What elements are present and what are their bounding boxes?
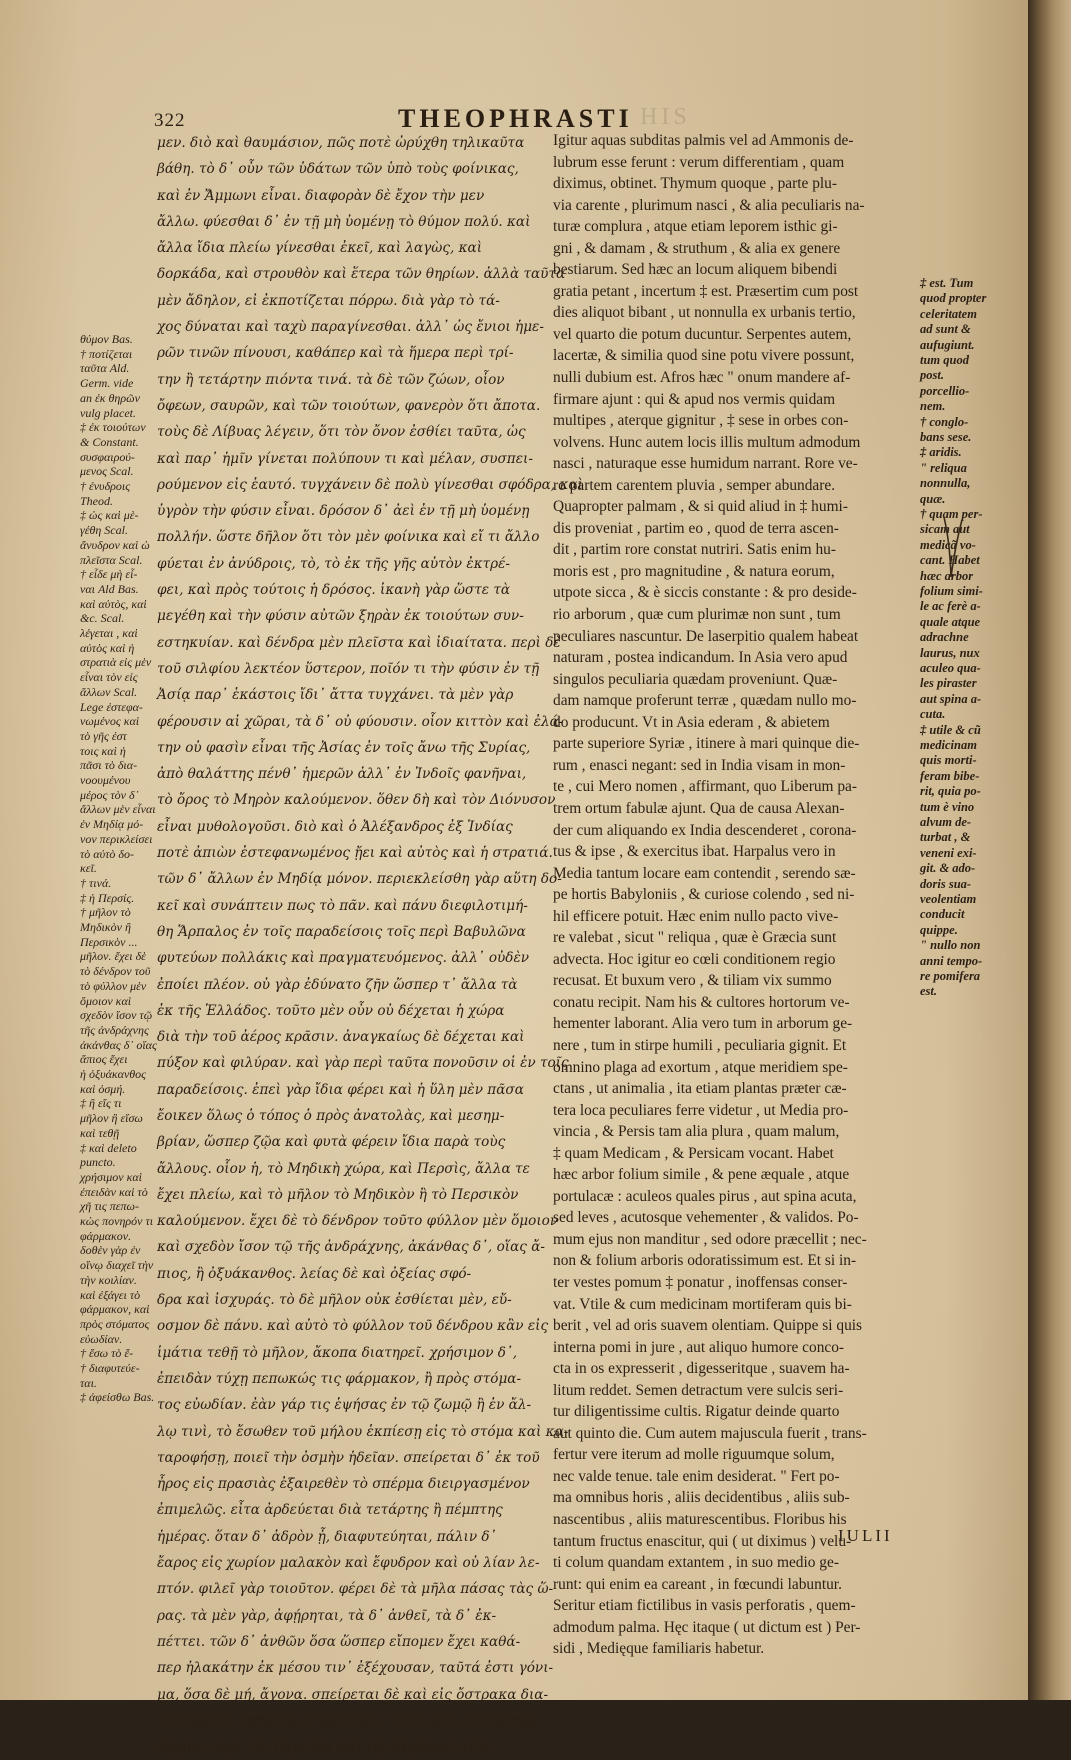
right-margin-note: doris sua-: [920, 876, 972, 891]
left-margin-note: καὶ ὀσμή.: [80, 1081, 126, 1096]
left-margin-note: κεῖ.: [80, 861, 97, 876]
right-margin-note: folium simi-: [920, 584, 983, 598]
latin-text-line: interna pomi in jure , aut aliquo humore conco-: [553, 1338, 845, 1356]
left-margin-note: ἡ ὀξυάκανθος: [80, 1067, 147, 1081]
left-margin-note: Germ. vide: [80, 376, 134, 391]
right-margin-note: nonnulla,: [920, 476, 971, 491]
greek-text-line: τοὺς δὲ Λίβυας λέγειν, ὅτι τὸν ὄνον ἐσθίει ταῦτα, ὡς: [157, 424, 526, 441]
left-margin-note: ‡ ἐκ τοιούτων: [80, 420, 146, 435]
right-margin-note: anni tempo-: [920, 953, 983, 968]
right-margin-note: conducit: [920, 907, 965, 922]
right-margin-note: laurus, nux: [920, 645, 980, 660]
latin-text-line: admodum palma. Hęc itaque ( ut dictum est ) Per-: [553, 1618, 861, 1636]
right-margin-note: " reliqua: [920, 460, 967, 475]
left-margin-note: εἶναι τὸν εἰς: [80, 670, 138, 685]
show-through-title: HIS: [640, 104, 691, 130]
left-margin-note: μέρος τὸν δ᾽: [80, 787, 139, 802]
left-margin-note: ὅμοιον καὶ: [80, 993, 132, 1008]
latin-text-line: dies aliquot bibant , ut nonnulla ex urbanis tertio,: [553, 304, 856, 322]
latin-text-line: tantum fructus enascitur, qui ( ut diximus ) velu-: [553, 1532, 852, 1550]
latin-text-line: volvens. Hunc autem locis illis multum admodum: [553, 433, 861, 451]
right-margin-note: quippe.: [920, 922, 958, 937]
left-margin-note: vulg placet.: [80, 405, 136, 420]
greek-text-line: ρῶν τινῶν πίνουσι, καθάπερ καὶ τὰ ἥμερα περὶ τρί-: [157, 345, 514, 362]
greek-text-line: πιος, ἢ ὀξυάκανθος. λείας δὲ καὶ ὀξείας σφό-: [157, 1265, 472, 1282]
greek-text-line: ἡμέρας. ὅταν δ᾽ ἁδρὸν ᾖ, διαφυτεύηται, πάλιν δ᾽: [157, 1528, 497, 1545]
latin-text-line: gratia petant , incertum ‡ est. Præsertim cum post: [553, 282, 859, 300]
greek-text-line: μὲν ἄδηλον, εἰ ἐκποτίζεται πόρρω. διὰ γὰρ τὸ τά-: [157, 292, 500, 309]
left-margin-note: † τινά.: [80, 875, 112, 890]
greek-text-line: περ ἠλακάτην ἐκ μέσου τιν᾽ ἐξέχουσαν, ταῦτά ἐστι γόνι-: [157, 1660, 554, 1677]
catchword: IULII: [838, 1526, 893, 1545]
latin-text-line: recusat. Et buxum vero , & tiliam vix summo: [553, 972, 832, 990]
right-margin-note: ‡ utile & cũ: [920, 722, 981, 737]
right-margin-note: quale atque: [920, 614, 981, 629]
right-margin-note: les piraster: [920, 676, 977, 691]
latin-text-line: non & folium arboris odoratissimum est. Et si in-: [553, 1252, 857, 1270]
greek-text-line: ἐπειδὰν τύχῃ πεπωκώς τις φάρμακον, ἢ πρὸς στόμα-: [157, 1370, 522, 1387]
right-margin-note: tum quod: [920, 353, 969, 367]
latin-text-line: gni , & damam , & struthum , & alia ex genere: [553, 239, 841, 257]
left-margin-note: † διαφυτεύε-: [80, 1361, 140, 1375]
left-margin-note: θύμον Bas.: [80, 332, 133, 346]
latin-text-line: naturam , postea indicandum. In Asia vero apud: [553, 649, 848, 667]
latin-text-line: ter vestes pomum ‡ ponatur , inoffensas conser-: [553, 1273, 848, 1291]
latin-text-line: multipes , aterque gignitur , ‡ sese in orbes con-: [553, 412, 849, 430]
right-margin-note: medicã vo-: [920, 537, 976, 552]
greek-text-line: ἱμάτια τεθῇ τὸ μῆλον, ἄκοπα διατηρεῖ. χρήσιμον δ᾽,: [157, 1344, 518, 1361]
right-margin-note: porcellio-: [920, 383, 970, 398]
latin-text-line: parte superiore Syriæ , itinere à mari quinque die-: [553, 735, 860, 753]
latin-text-line: Igitur aquas subditas palmis vel ad Ammonis de-: [553, 132, 854, 149]
right-margin-note: hæc arbor: [920, 568, 974, 583]
left-margin-note: τὸ αὐτὸ δο-: [80, 846, 134, 861]
greek-text-line: φυτεύων πολλάκις καὶ πραγματευόμενος. ἀλλ᾽ οὐδὲν: [157, 950, 530, 967]
latin-text-line: sidi , Medięque familiaris habetur.: [553, 1640, 765, 1658]
left-margin-note: ‡ ἀφείσθω Bas.: [80, 1390, 155, 1405]
greek-text-line: φύεται ἐν ἀνύδροις, τὸ, τὸ ἐκ τῆς γῆς αὐτὸν ἐκτρέ-: [157, 555, 511, 572]
left-margin-note: πᾶσι τὸ δια-: [80, 758, 138, 773]
latin-text-line: ‡ quam Medicam , & Persicam vocant. Habet: [553, 1144, 834, 1162]
latin-text-line: litum reddet. Semen detractum vere sulcis seri-: [553, 1381, 844, 1399]
left-margin-note: στρατιὰ εἰς μὲν: [80, 655, 152, 670]
left-margin-note: Μηδικὸν ἢ: [80, 920, 131, 934]
latin-text-line: sed leves , acutosque vehementer , & validos. Po-: [553, 1209, 859, 1227]
greek-text-line: δορκάδα, καὶ στρουθὸν καὶ ἕτερα τῶν θηρίων. ἀλλὰ ταῦτα: [157, 266, 566, 283]
greek-text-line: τοῦ σιλφίου λεκτέον ὕστερον, ποῖόν τι τὴν φύσιν ἐν τῇ: [157, 660, 540, 677]
left-margin-note: ἄπιος ἔχει: [80, 1052, 128, 1067]
latin-text-line: bestiarum. Sed hæc an locum aliquem bibendi: [553, 261, 838, 279]
latin-text-line: ti colum quandam extantem , in suo medio ge-: [553, 1554, 839, 1572]
latin-text-line: mum ejus non manditur , sed odore præcellit ; nec-: [553, 1230, 867, 1248]
left-margin-note: ‡ ἢ εἴς τι: [80, 1096, 122, 1111]
latin-text-line: ro partem carentem pluvia , semper abundare.: [553, 476, 836, 494]
left-margin-note: καὶ ἐξάγει τὸ: [80, 1287, 141, 1302]
right-margin-note: git. & ado-: [920, 861, 976, 876]
right-margin-note: ad sunt &: [920, 322, 971, 337]
latin-text-line: berit , vel ad oris suavem olentiam. Quippe si quis: [553, 1317, 863, 1335]
latin-text-line: ctans , ut animalia , ita etiam plantas præter cæ-: [553, 1080, 847, 1098]
right-margin-note: sicam aut: [920, 522, 970, 537]
greek-text-line: τῶν δ᾽ ἄλλων ἐν Μηδίᾳ μόνον. περιεκλείσθη γὰρ αὕτη δο-: [157, 871, 562, 888]
greek-text-line: παραδείσοις. ἐπεὶ γὰρ ἴδια φέρει καὶ ἡ ὕλη μὲν πᾶσα: [157, 1081, 524, 1098]
right-margin-note: quod propter: [920, 291, 987, 306]
latin-text-line: dit , partim rore constat nutriri. Satis enim hu-: [553, 541, 836, 559]
right-margin-note: aufugiunt.: [920, 337, 975, 352]
latin-text-line: trem ortum fabulæ ajunt. Qua de causa Alexan-: [553, 799, 845, 817]
greek-text-line: κεῖ καὶ συνάπτειν πως τὸ πᾶν. καὶ πάνυ διεφιλοτιμή-: [157, 897, 528, 914]
latin-text-line: dis proveniat , partim eo , quod de terra ascen-: [553, 519, 839, 537]
latin-text-line: vel quarto die potum ducuntur. Serpentes autem,: [553, 325, 852, 343]
latin-text-line: turæ complura , atque etiam leporem isthic gi-: [553, 218, 838, 236]
left-margin-note: κὼς πονηρόν τι: [80, 1214, 154, 1228]
left-margin-note: ‡ καὶ deleto: [80, 1140, 137, 1155]
right-margin-note: celeritatem: [920, 306, 977, 321]
greek-text-line: ἔοικεν ὅλως ὁ τόπος ὁ πρὸς ἀνατολὰς, καὶ μεσημ-: [157, 1107, 505, 1124]
greek-text-line: καλούμενον. ἔχει δὲ τὸ δένδρον τοῦτο φύλλον μὲν ὅμοιον: [157, 1213, 559, 1230]
latin-text-line: ma omnibus horis , aliis decidentibus , aliis sub-: [553, 1489, 850, 1507]
left-margin-note: τὸ φύλλον μὲν: [80, 978, 147, 993]
left-margin-note: ναι Ald Bas.: [80, 581, 139, 596]
greek-text-line: ὑγρὸν τὴν φύσιν εἶναι. δρόσον δ᾽ ἀεὶ ἐν τῇ μὴ ὑομένῃ: [157, 503, 530, 520]
greek-text-line: ἔαρος εἰς χωρίον μαλακὸν καὶ ἔφυδρον καὶ οὐ λίαν λε-: [157, 1555, 540, 1572]
right-margin-note: le ac ferè a-: [920, 599, 981, 614]
left-margin-note: νον περικλείσει: [80, 831, 153, 846]
latin-text-line: do producunt. Vt in Asia ederam , & abietem: [553, 713, 830, 731]
greek-text-line: ἐποίει πλέον. οὐ γὰρ ἐδύνατο ζῆν ὥσπερ τ᾽ ἄλλα τὰ: [157, 976, 518, 993]
greek-text-line: καὶ ἐν Ἄμμωνι εἶναι. διαφορὰν δὲ ἔχον τὴν μεν: [157, 187, 485, 204]
left-margin-note: χρήσιμον καὶ: [80, 1169, 142, 1184]
left-margin-note: an ἐκ θηρῶν: [80, 390, 140, 405]
greek-text-line: βρίαν, ὥσπερ ζῷα καὶ φυτὰ φέρειν ἴδια παρὰ τοὺς: [157, 1134, 506, 1151]
left-margin-note: μῆλον ἢ εἴσω: [80, 1111, 143, 1126]
latin-text-line: peculiares nascuntur. De laserpitio qualem habeat: [553, 627, 859, 645]
latin-text-line: der cum aliquando ex India descenderet , corona-: [553, 821, 857, 839]
greek-text-line: ἐκ τῆς Ἑλλάδος. τοῦτο μὲν οὖν οὐ δέχεται ἡ χώρα: [157, 1002, 505, 1019]
latin-text-line: re valebat , sicut " reliqua , quæ è Græcia sunt: [553, 929, 837, 947]
left-margin-note: † ἔσω τὸ ἔ-: [80, 1346, 134, 1361]
greek-text-line: χος δύναται καὶ ταχὺ παραγίνεσθαι. ἀλλ᾽ ὡς ἔνιοι ἡμε-: [157, 319, 544, 336]
right-margin-note: nem.: [920, 399, 946, 414]
greek-text-line: ἔχει πλείω, καὶ τὸ μῆλον τὸ Μηδικὸν ἢ τὸ Περσικὸν: [157, 1186, 519, 1203]
left-margin-note: † ποτίζεται: [80, 346, 133, 361]
right-margin-note: aut spina a-: [920, 691, 982, 706]
facing-page-edge: [1028, 0, 1071, 1700]
greek-text-line: μεγέθη καὶ τὴν φύσιν αὐτῶν ξηρὰν ἐκ τοιούτων συν-: [157, 608, 524, 625]
latin-text-line: portulacæ : aculeos quales pirus , aut spina acuta,: [553, 1187, 857, 1205]
left-margin-note: φάρμακον.: [80, 1228, 132, 1243]
greek-text-line: καὶ σχεδὸν ἴσον τῷ τῆς ἀνδράχνης, ἀκάνθας δ᾽, οἵας ἄ-: [157, 1239, 545, 1256]
left-margin-note: πρὸς στόματος: [80, 1316, 150, 1331]
latin-text-line: runt: qui enim ea careant , in fœcundi labuntur.: [553, 1575, 842, 1593]
left-margin-note: τὸ δένδρον τοῦ: [80, 964, 151, 979]
latin-text-line: dam namque proferunt terræ , quædam nullo mo-: [553, 692, 857, 710]
latin-text-line: rio arborum , quæ cum plurimæ non sunt , tum: [553, 606, 841, 624]
left-margin-note: γέθη Scal.: [80, 523, 128, 538]
right-margin-note: quis morti-: [920, 753, 977, 768]
left-margin-note: † εἶδε μὴ εἶ-: [80, 567, 138, 582]
greek-text-line: ἦρος εἰς πρασιὰς ἐξαιρεθὲν τὸ σπέρμα διειργασμένον: [157, 1476, 530, 1493]
greek-text-line: πτόν. φιλεῖ γὰρ τοιοῦτον. φέρει δὲ τὰ μῆλα πάσας τὰς ὥ-: [157, 1581, 554, 1598]
greek-text-line: ρας. τὰ μὲν γὰρ, ἀφῄρηται, τὰ δ᾽ ἀνθεῖ, τὰ δ᾽ ἐκ-: [157, 1607, 497, 1624]
greek-text-line: ποτὲ ἀπιὼν ἐστεφανωμένος ᾔει καὶ αὐτὸς καὶ ἡ στρατιά.: [157, 845, 553, 862]
left-margin-note: λέγεται , καὶ: [80, 626, 138, 640]
left-margin-note: μενος Scal.: [80, 464, 134, 479]
latin-text-line: hæc arbor folium simile , & pene æquale , atque: [553, 1166, 850, 1184]
latin-text-line: omnino plaga ad exortum , atque meridiem spe-: [553, 1058, 848, 1076]
latin-text-line: nulli dubium est. Afros hæc " onum mandere af-: [553, 369, 851, 387]
latin-text-line: Seritur etiam fictilibus in vasis perforatis , quem-: [553, 1597, 856, 1615]
latin-text-line: vincia , & Persis tam alia plura , quam malum,: [553, 1123, 840, 1141]
greek-text-line: τὸ ὄρος τὸ Μηρὸν καλούμενον. ὅθεν δὴ καὶ τὸν Διόνυσον: [157, 792, 556, 809]
latin-text-line: hementer laborant. Alia vero tum in arborum ge-: [553, 1015, 853, 1033]
greek-text-line: φει, καὶ πρὸς τούτοις ἡ δρόσος. ἱκανὴ γὰρ ὥστε τὰ: [157, 582, 511, 599]
left-margin-note: puncto.: [80, 1155, 116, 1170]
left-margin-note: &c. Scal.: [80, 611, 125, 626]
greek-text-line: δρα καὶ ἰσχυράς. τὸ δὲ μῆλον οὐκ ἐσθίεται μὲν, εὔ-: [157, 1292, 512, 1309]
greek-text-line: τετρημένα, καθάπερ οἱ φοίνικες. τοῦτο μὲν οὖν ὥσπερ: [157, 1712, 535, 1729]
greek-text-column: [157, 130, 583, 1760]
right-margin-note: veneni exi-: [920, 845, 977, 860]
greek-text-line: λῳ τινὶ, τὸ ἔσωθεν τοῦ μήλου ἐκπίεσῃ εἰς τὸ στόμα καὶ κα-: [157, 1423, 569, 1440]
left-margin-note: τὸ γῆς ἐστ: [80, 728, 127, 743]
latin-text-line: tus & ipse , & exercitus ibat. Harpalus vero in: [553, 843, 836, 861]
right-margin-note: ‡ est. Tum: [920, 276, 974, 290]
greek-text-line: μα, ὅσα δὲ μή, ἄγονα. σπείρεται δὲ καὶ εἰς ὄστρακα δια-: [157, 1686, 549, 1703]
latin-text-line: singulos peculiaria quædam proveniunt. Quæ-: [553, 670, 838, 688]
left-margin-note: συσφαιρού-: [80, 449, 135, 464]
greek-text-line: πύξον καὶ φιλύραν. καὶ γὰρ περὶ ταῦτα πονοῦσιν οἱ ἐν τοῖς: [157, 1055, 569, 1072]
running-title: THEOPHRASTI: [398, 104, 633, 133]
latin-text-line: diximus, obtinet. Thymum quoque , parte plu-: [553, 175, 837, 193]
latin-text-line: nec valde tenue. tale enim desiderat. " Fert po-: [553, 1467, 840, 1485]
greek-text-line: την ἢ τετάρτην πιόντα τινά. τὰ δὲ τῶν ζώων, οἷον: [157, 371, 505, 388]
latin-text-line: firmare ajunt : qui & apud nos vermis quidam: [553, 390, 836, 408]
left-margin-note: ἄλλων μὲν εἶναι: [80, 802, 156, 817]
left-margin-note: μῆλον. ἔχει δὲ: [80, 949, 146, 964]
left-margin-note: σχεδὸν ἴσον τῷ: [80, 1008, 153, 1023]
left-margin-note: † μῆλον τὸ: [80, 905, 131, 920]
left-margin-note: ἐν Μηδίᾳ μό-: [80, 817, 144, 832]
latin-text-line: lacertæ, & similia quod sine potu vivere possunt,: [553, 347, 855, 365]
right-margin-note: bans sese.: [920, 430, 972, 444]
greek-text-line: εἶναι μυθολογοῦσι. διὸ καὶ ὁ Ἀλέξανδρος ἐξ Ἰνδίας: [157, 818, 513, 835]
greek-text-line: τος εὐωδίαν. ἐὰν γάρ τις ἑψήσας ἐν τῷ ζωμῷ ἢ ἐν ἄλ-: [157, 1397, 532, 1414]
latin-text-line: vat. Vtile & cum medicinam mortiferam quis bi-: [553, 1295, 852, 1313]
latin-text-line: conatu recipit. Nam his & cultores hortorum ve-: [553, 993, 850, 1011]
greek-text-line: εστηκυίαν. καὶ δένδρα μὲν πλεῖστα καὶ ἰδιαίτατα. περὶ δὲ: [157, 634, 561, 651]
greek-text-line: ταροφήσῃ, ποιεῖ τὴν ὀσμὴν ἡδεῖαν. σπείρεται δ᾽ ἐκ τοῦ: [157, 1449, 540, 1466]
right-margin-note: post.: [920, 368, 944, 383]
left-margin-note: ται.: [80, 1375, 97, 1390]
page-number: 322: [154, 110, 186, 131]
right-margin-note: ‡ aridis.: [920, 445, 962, 460]
right-margin-note: turbat , &: [920, 830, 971, 845]
right-margin-note: † quam per-: [920, 507, 983, 521]
latin-text-line: lubrum esse ferunt : verum differentiam , quam: [553, 153, 845, 171]
greek-text-line: πολλήν. ὥστε δῆλον ὅτι τὸν μὲν φοίνικα καὶ εἴ τι ἄλλο: [157, 529, 540, 546]
left-margin-note: ἀκάνθας δ᾽ οἵας: [80, 1037, 157, 1052]
latin-text-line: aut quinto die. Cum autem majuscula fuerit , trans-: [553, 1424, 867, 1442]
left-margin-note: † ἐνυδροις: [80, 479, 131, 493]
left-margin-note: καὶ αὐτὸς, καὶ: [80, 596, 147, 611]
right-margin-note: cuta.: [920, 707, 946, 722]
latin-text-line: tera loca peculiares ferre videtur , ut Media pro-: [553, 1101, 849, 1119]
right-margin-note: " nullo non: [920, 938, 981, 953]
right-margin-note: alvum de-: [920, 815, 972, 829]
right-margin-note: feram bibe-: [920, 768, 980, 783]
latin-text-line: pe hortis Babyloniis , & curiose colendo , sed ni-: [553, 886, 855, 904]
greek-text-line: καὶ παρ᾽ ἡμῖν γίνεται πολύπουν τι καὶ μέλαν, συσπει-: [157, 450, 533, 467]
greek-text-line: βάθη. τὸ δ᾽ οὖν τῶν ὑδάτων τῶν ὑπὸ τοὺς φοίνικας,: [157, 161, 519, 178]
left-margin-note: φάρμακον, καὶ: [80, 1302, 150, 1317]
right-margin-note: veolentiam: [920, 892, 977, 906]
latin-text-line: cta in os expresserit , digesseritque , suavem ha-: [553, 1360, 850, 1378]
greek-text-line: πέττει. τῶν δ᾽ ἀνθῶν ὅσα ὥσπερ εἴπομεν ἔχει καθά-: [157, 1633, 521, 1650]
left-margin-note: δοθὲν γὰρ ἐν: [80, 1243, 141, 1258]
right-margin-note: quæ.: [920, 491, 946, 506]
left-margin-note: ταῦτα Ald.: [80, 361, 130, 376]
pen-mark-icon: [940, 515, 964, 580]
left-margin-note: ἄνυδρον καὶ ὠ: [80, 537, 150, 552]
greek-text-line: ἄλλα ἴδια πλείω γίνεσθαι ἐκεῖ, καὶ λαγὼς, καὶ: [157, 240, 483, 257]
greek-text-line: ἀπὸ θαλάττης πένθ᾽ ἡμερῶν ἀλλ᾽ ἐν Ἰνδοῖς φανῆναι,: [157, 766, 527, 783]
right-margin-note: re pomifera: [920, 969, 981, 983]
left-margin-note: καὶ τεθῇ: [80, 1125, 120, 1140]
left-margin-note: πλεῖστα Scal.: [80, 552, 143, 567]
right-margin-note: cant. Habet: [920, 553, 980, 568]
right-margin-note: aculeo qua-: [920, 661, 981, 675]
greek-text-line: οσμον δὲ πάνυ. καὶ αὐτὸ τὸ φύλλον τοῦ δένδρου κἂν εἰς: [157, 1318, 549, 1335]
left-margin-note: Lege ἐστεφα-: [80, 699, 143, 714]
greek-text-line: Ἀσίᾳ παρ᾽ ἑκάστοις ἴδι᾽ ἄττα τυγχάνει. τὰ μὲν γὰρ: [157, 687, 514, 704]
latin-text-line: Media tantum locare eam contendit , serendo sæ-: [553, 864, 856, 882]
greek-text-line: φέρουσιν αἱ χῶραι, τὰ δ᾽ οὐ φύουσιν. οἷον κιττὸν καὶ ἐλά-: [157, 713, 564, 730]
left-margin-note: τῆς ἀνδράχνης: [80, 1022, 149, 1037]
greek-text-line: ἄλλω. φύεσθαι δ᾽ ἐν τῇ μὴ ὑομένῃ τὸ θύμον πολύ. καὶ: [157, 213, 531, 230]
latin-text-line: moris est , pro magnitudine , & natura eorum,: [553, 562, 835, 580]
latin-text-line: hil efficere potuit. Hæc enim nullo pacto vive-: [553, 907, 839, 925]
greek-text-line: θη Ἅρπαλος ἐν τοῖς παραδείσοις τοῖς περὶ Βαβυλῶνα: [157, 923, 526, 940]
left-margin-note: ἐπειδὰν καὶ τὸ: [80, 1184, 148, 1199]
greek-text-line: ὄφεων, σαυρῶν, καὶ τῶν τοιούτων, φανερὸν ὅτι ἄποτα.: [157, 397, 541, 414]
latin-text-line: utpote sicca , & è siccis constante : & pro deside-: [553, 584, 857, 602]
left-margin-note: εὐωδίαν.: [80, 1331, 123, 1346]
left-margin-note: νοουμένου: [80, 773, 131, 787]
latin-text-line: nascentibus , aliis maturescentibus. Floribus his: [553, 1511, 847, 1528]
left-margin-note: & Constant.: [80, 434, 139, 449]
right-margin-note: adrachne: [920, 630, 969, 645]
greek-text-line: μεν. διὸ καὶ θαυμάσιον, πῶς ποτὲ ὠρύχθη τηλικαῦτα: [157, 135, 525, 151]
greek-text-line: ρούμενον εἰς ἑαυτό. τυγχάνειν δὲ πολὺ γίνεσθαι σφόδρα, καὶ: [157, 476, 583, 493]
greek-text-line: ἄλλους. οἷον ἡ, τὸ Μηδικὴ χώρα, καὶ Περσὶς, ἄλλα τε: [157, 1160, 530, 1177]
greek-text-line: ἐπιμελῶς. εἶτα ἀρδεύεται διὰ τετάρτης ἢ πέμπτης: [157, 1502, 503, 1519]
left-margin-note: τοις καὶ ἡ: [80, 743, 126, 758]
latin-text-line: Quapropter palmam , & si quid aliud in ‡ humi-: [553, 498, 848, 516]
right-margin-note: † conglo-: [920, 414, 969, 429]
right-margin-note: rit, quia po-: [920, 784, 981, 799]
left-margin-note: ἄλλων Scal.: [80, 684, 138, 699]
latin-text-line: nere , tum in stirpe humili , peculiaria gignit. Et: [553, 1036, 847, 1054]
greek-text-line: την οὐ φασὶν εἶναι τῆς Ἀσίας ἐν τοῖς ἄνω τῆς Συρίας,: [157, 739, 531, 756]
right-margin-note: tum è vino: [920, 799, 975, 814]
latin-text-column: [553, 130, 923, 1660]
left-margin-note: νωμένος καὶ: [80, 714, 140, 729]
greek-text-line: εἴρηται περὶ τὴν Περσίδα καὶ τὴν Μηδίαν ἐστίν.: [157, 1739, 494, 1756]
right-margin-note: est.: [920, 984, 938, 999]
latin-text-line: advecta. Hoc igitur eo cœli conditionem regio: [553, 950, 836, 968]
left-margin-note: ‡ ἡ Περσίς.: [80, 890, 135, 905]
latin-text-line: tur diligentissime cultis. Rigatur deinde quarto: [553, 1403, 840, 1421]
left-margin-note: χῆ τις πεπω-: [80, 1199, 139, 1214]
latin-text-line: nasci , naturaque esse humidum narrant. Rore ve-: [553, 455, 858, 473]
left-margin-note: οἴνῳ διαχεῖ τὴν: [80, 1258, 154, 1273]
left-margin-note: αὐτὸς καὶ ἡ: [80, 640, 135, 655]
latin-text-line: fertur vere iterum ad molle riguumque solum,: [553, 1446, 835, 1464]
latin-text-line: via carente , plurimum nasci , & alia peculiaris na-: [553, 196, 865, 214]
right-margin-note: medicinam: [920, 738, 977, 752]
left-margin-note: Theod.: [80, 493, 113, 508]
left-margin-note: τὴν κοιλίαν.: [80, 1272, 137, 1287]
greek-text-line: διὰ τὴν τοῦ ἀέρος κρᾶσιν. ἀναγκαίως δὲ δέχεται καὶ: [157, 1029, 525, 1046]
left-margin-note: Περσικὸν ...: [80, 934, 138, 949]
latin-text-line: te , cui Mero nomen , affirmant, quo Liberum pa-: [553, 778, 858, 796]
latin-text-line: rum , enasci negant: sed in India visam in mon-: [553, 756, 846, 774]
left-margin-note: ‡ ὡς καὶ μὲ-: [80, 508, 139, 523]
